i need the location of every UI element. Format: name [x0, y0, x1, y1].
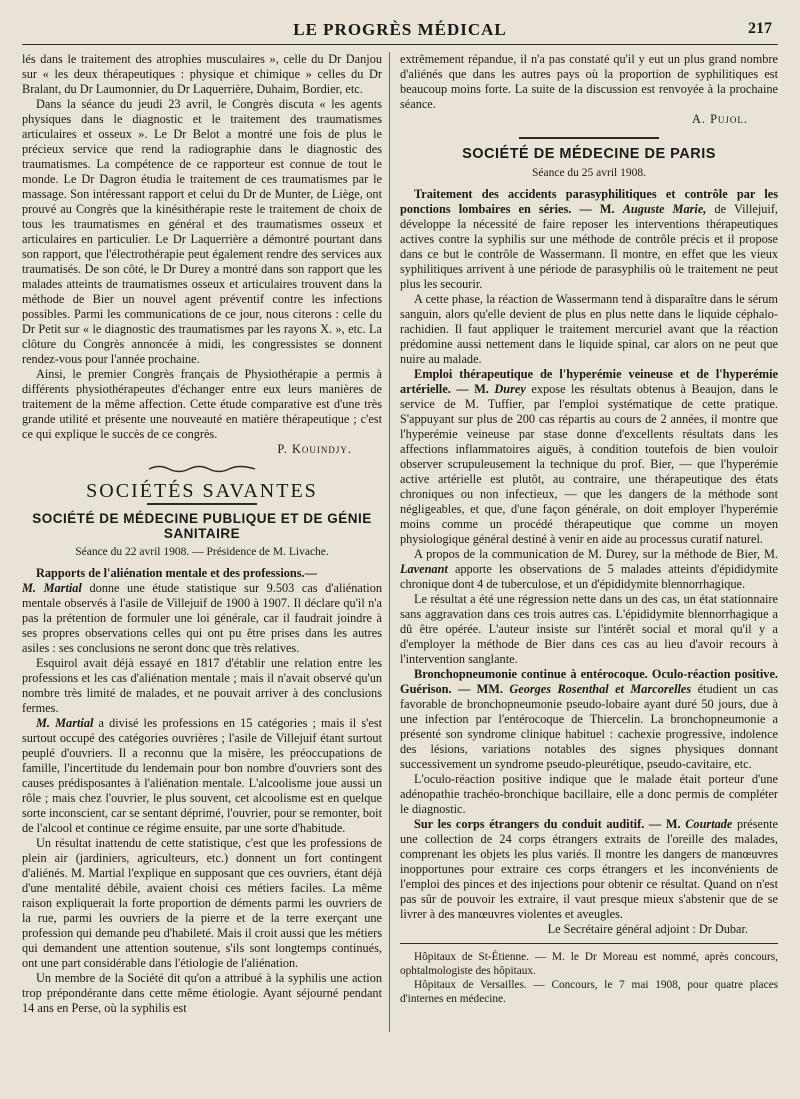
- author-name: Georges Rosenthal et Marcorelles: [509, 681, 692, 696]
- right-column: [400, 52, 778, 1006]
- paragraph: Un résultat inattendu de cette statistique, c'est que les professions de plein air (jardiniers, agriculteurs, etc.) donnent un fort contingent d'aliénés. M. Martial l'explique en supposant que ces ouvriers, étant déjà d'une mentalité débile, avaient choisi ces métiers faciles. La même raison expliquerait la forte proportion de déments parmi les ouvriers de la rue, parmi les ouvriers de la pierre et de la terre exerçant une profession qui demande peu d'habileté. Mais il croit aussi que les métiers qui demandent une attention soutenue, s'ils sont longtemps continués, ont une part considérable dans l'étiologie de l'aliénation.: [22, 835, 382, 970]
- society-title: SOCIÉTÉ DE MÉDECINE PUBLIQUE ET DE GÉNIE SANITAIRE: [32, 510, 372, 541]
- left-column: [22, 52, 382, 1016]
- paragraph: de Villejuif, développe la nécessité de faire reposer les interventions thérapeutiques actives contre la syphilis sur une méthode de contrôle précis et il propose dans ce but le contrôle de Wassermann. Il montre, en effet que les vieux syphilitiques arrivent à une période de parasyphilis où le traitement ne peut plus les secourir.: [400, 201, 778, 291]
- paragraph: donne une étude statistique sur 9.503 cas d'aliénation mentale observés à l'asile de Villejuif de 1900 à 1907. Il déclare qu'il n'a pas la prétention de formuler une loi générale, car il faudrait joindre à ses propres observations celles qui ont pu être prises dans les autres asiles : ses conclusions ne seront donc que très relatives.: [22, 580, 382, 655]
- divider-rule: [400, 943, 778, 944]
- page-number: 217: [748, 20, 772, 37]
- news-item: Hôpitaux de St-Étienne. — M. le Dr Moreau est nommé, après concours, ophtalmologiste des hôpitaux.: [400, 950, 778, 977]
- divider-rule: [519, 137, 659, 139]
- report-heading: Emploi thérapeutique de l'hyperémie veineuse et de l'hyperémie artérielle. — M.: [400, 366, 778, 396]
- paragraph: expose les résultats obtenus à Beaujon, dans le service de M. Tuffier, par l'emploi systématique de cette pratique. S'appuyant sur plus de 200 cas répartis au cours de 2 années, il montre que l'hyperémie veineuse par stase donne d'excellents résultats dans les affections inflammatoires aiguës, à condition toutefois de bien vouloir observer scrupuleusement la technique du prof. Bier, — que l'hyperémie active artérielle est plutôt, au contraire, une thérapeutique des états chroniques ou non infectieux, — que les dangers de la méthode sont négligeables, et que, d'une façon générale, on doit employer l'hyperémie moins comme un procédé thérapeutique que comme un moyen physiologique général destiné à venir en aide au processus curatif naturel.: [400, 381, 779, 546]
- paragraph: a divisé les professions en 15 catégories ; mais il s'est surtout occupé des catégories ouvrières ; l'asile de Villejuif étant surtout peuplé d'ouvriers. Il a reconnu que la misère, les préoccupations de famille, l'incertitude du lendemain pour bon nombre d'ouvriers sont des causes prédisposantes à l'aliénation mentale. L'alcoolisme joue aussi un rôle ; mais chez l'ouvrier, le plus souvent, cet alcoolisme est en quelque sorte inconscient, car se sentant déprimé, l'ouvrier, pour se remonter, boit de l'alcool et continue ce régime ensuite, par une sorte d'habitude.: [22, 715, 382, 835]
- report-heading: Traitement des accidents parasyphilitiques et contrôle par les ponctions lombaires en séries. — M.: [400, 186, 778, 216]
- author-name: Auguste Marie,: [622, 201, 707, 216]
- running-head: [22, 14, 778, 45]
- author-name: Courtade: [685, 816, 733, 831]
- paragraph: étudient un cas favorable de bronchopneumonie pseudo-lobaire ayant duré 50 jours, due à une infection par l'entérocoque de Thiercelin. La bronchopneumonie a présenté son syndrome clinique habituel : cachexie progressive, indolence des lésions, variations notables des signes physiques donnant successivement un syndrome pseudo-pleurétique, pseudo-cavitaire, etc.: [400, 681, 778, 771]
- divider-rule: [147, 503, 257, 505]
- paragraph: A cette phase, la réaction de Wassermann tend à disparaître dans le sérum sanguin, alors qu'elle devient de plus en plus nette dans le liquide céphalo-rachidien. Il faut appliquer le traitement mercuriel avant que la réaction prédomine aussi nettement dans le liquide spinal, car alors on ne peut que nuire au malade.: [400, 291, 778, 366]
- paragraph: Un membre de la Société dit qu'on a attribué à la syphilis une action trop prépondérante dans cette même étiologie. Ayant séjourné pendant 14 ans en Perse, où la syphilis est: [22, 970, 382, 1015]
- paragraph: présente une collection de 24 corps étrangers extraits de l'oreille des malades, comprenant les objets les plus variés. Il montre les dangers de manœuvres inopportunes pour extraire ces corps étrangers et les inconvénients de l'emploi des pinces et des injections pour obtenir ce résultat. Quand on n'est pas sûr de pouvoir les extraire, il vaut presque mieux s'abstenir que de se livrer à des manœuvres violentes et aveugles.: [400, 816, 778, 921]
- author-name: M. Martial: [36, 715, 94, 730]
- author-signature: A. Pujol.: [692, 112, 748, 126]
- paragraph: Le résultat a été une régression nette dans un des cas, un état stationnaire sans aggravation dans ces trois autres cas. L'épididymite blennorrhagique a dû être opérée. L'auteur insiste sur l'intérêt social et moral qu'il y a d'employer la méthode de Bier dans ces cas au lieu d'avoir recours à l'intervention sanglante.: [400, 591, 778, 666]
- author-signature: P. Kouindjy.: [277, 442, 352, 456]
- author-name: Lavenant: [400, 561, 448, 576]
- paragraph: Dans la séance du jeudi 23 avril, le Congrès discuta « les agents physiques dans le diagnostic et le traitement des traumatismes articulaires et osseux ». Le Dr Belot a montré une fois de plus le précieux service que rend la radiographie dans le diagnostic des traumatismes. La compétence de ce rapporteur est connue de tout le monde. Le Dr Dagron étudia le traitement de ces traumatismes par le massage. Son intéressant rapport et celui du Dr de Munter, de Liège, ont prouvé au Congrès que la kinésithérapie reste le traitement de choix de tous les traumatismes en général et des traumatismes osseux et articulaires en particulier. Le Dr Laquerrière a démontré pourtant dans son rapport, que l'électrothérapie peut également rendre des services aux traumatisés. De son côté, le Dr Durey a montré dans son rapport que les malades atteints de traumatismes osseux et articulaires trouvent dans la méthode de Bier un nouvel agent préventif contre les infections possibles. Parmi les communications de ce jour, nous citerons : celle du Dr Petit sur « le diagnostic des traumatismes par les rayons X. », etc. La clôture du Congrès annoncée à midi, les congressistes se donnent rendez-vous pour l'année prochaine.: [22, 97, 382, 366]
- ornament-divider: [22, 463, 382, 478]
- report-heading: Rapports de l'aliénation mentale et des professions.—: [36, 565, 317, 580]
- flourish-icon: [147, 464, 257, 474]
- society-title: SOCIÉTÉ DE MÉDECINE DE PARIS: [462, 145, 716, 162]
- author-name: M. Martial: [22, 580, 82, 595]
- paragraph: lés dans le traitement des atrophies musculaires », celle du Dr Danjou sur « les deux thérapeutiques : physique et chimique » celles du Dr Bralant, du Dr Laumonnier, du Dr Laquerrière, Duhaim, Bordier, etc.: [22, 52, 382, 96]
- paragraph: apporte les observations de 5 malades atteints d'épididymite chronique dont 4 de tuberculose, et un d'épididymite blennorrhagique.: [400, 561, 779, 591]
- journal-title: LE PROGRÈS MÉDICAL: [293, 20, 507, 39]
- news-item: Hôpitaux de Versailles. — Concours, le 7 mai 1908, pour quatre places d'internes en médecine.: [400, 978, 778, 1005]
- paragraph: A propos de la communication de M. Durey, sur la méthode de Bier, M.: [414, 546, 778, 561]
- meeting-date: Séance du 22 avril 1908. — Présidence de M. Livache.: [75, 545, 329, 558]
- paragraph: L'oculo-réaction positive indique que le malade était porteur d'une adénopathie trachéo-bronchique bacillaire, elle a donc permis de compléter le diagnostic.: [400, 771, 778, 816]
- section-title: SOCIÉTÉS SAVANTES: [86, 480, 318, 502]
- paragraph: Esquirol avait déjà essayé en 1817 d'établir une relation entre les professions et les cas d'aliénation mentale ; mais il n'avait observé qu'un nombre très limité de malades, et ne pouvait arriver à des conclusions fermes.: [22, 655, 382, 715]
- report-heading: Sur les corps étrangers du conduit auditif. — M.: [414, 816, 681, 831]
- meeting-date: Séance du 25 avril 1908.: [531, 166, 646, 179]
- report-heading: Bronchopneumonie continue à entérocoque. Oculo-réaction positive. Guérison. — MM.: [400, 666, 778, 696]
- paragraph: Ainsi, le premier Congrès français de Physiothérapie a permis à différents physiothérapeutes d'échanger entre eux leurs manières de traitement de la même affection. Cette étude comparative est d'une très grande utilité et présente une nouveauté en matière thérapeutique ; c'est ce qui explique le succès de ce congrès.: [22, 367, 382, 441]
- secretary-signature: Le Secrétaire général adjoint : Dr Dubar.: [547, 921, 748, 936]
- column-divider: [389, 52, 390, 1032]
- paragraph: extrêmement répandue, il n'a pas constaté qu'il y eut un plus grand nombre d'aliénés que dans les autres pays où la proportion de syphilitiques est beaucoup moins forte. La suite de la discussion est renvoyée à la prochaine séance.: [400, 52, 778, 111]
- author-name: Durey: [494, 381, 526, 396]
